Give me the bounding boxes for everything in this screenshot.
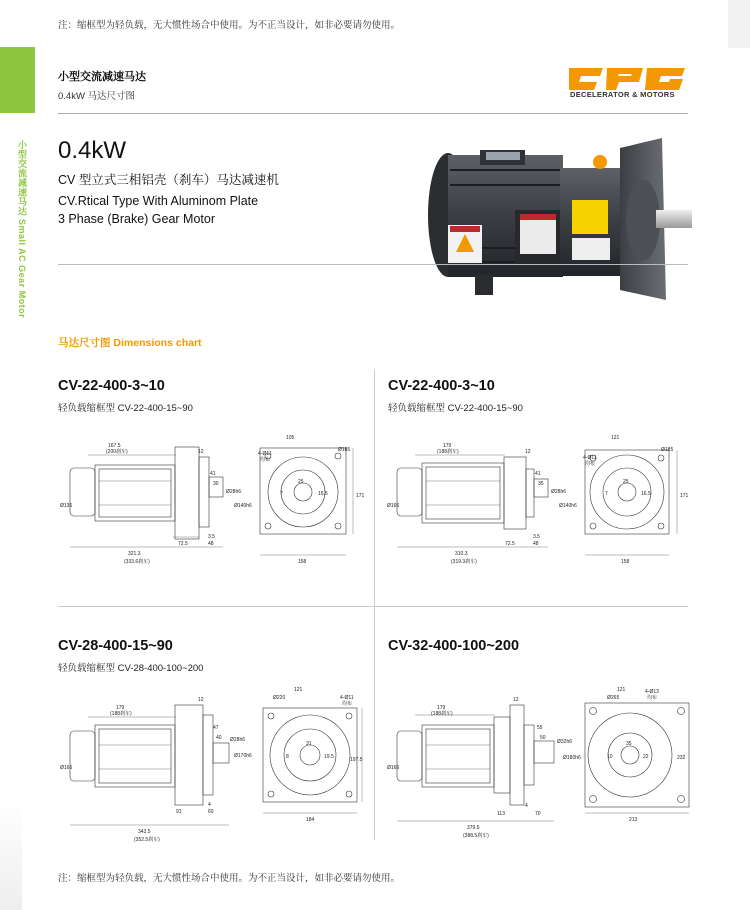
dim-height: Ø166	[60, 765, 73, 771]
dim-flange-w: 184	[306, 817, 315, 823]
dim-d3: 4	[208, 802, 211, 808]
dimension-drawing-3	[58, 685, 368, 845]
dim-d7: Ø28h6	[551, 489, 567, 495]
product-name-en-2: 3 Phase (Brake) Gear Motor	[58, 212, 216, 226]
dim-flange-h: 171	[356, 493, 365, 499]
dim-total: 343.5	[138, 829, 151, 835]
dim-shaft-d: 7	[605, 491, 608, 497]
dim-body-len-brake: (188刹车)	[431, 711, 453, 717]
dim-height: Ø166	[387, 765, 400, 771]
dim-shaft-h: 16.5	[318, 491, 328, 497]
dim-holes-note: 均布	[647, 695, 658, 701]
dim-shaft-key: 31	[306, 741, 312, 747]
dim-height: Ø136	[60, 503, 73, 509]
dim-holes: 4-Ø11	[340, 695, 354, 701]
dim-total: 310.3	[455, 551, 468, 557]
dim-d6: 30	[213, 481, 219, 487]
model-title-3: CV-28-400-15~90	[58, 638, 173, 654]
grid-divider-horizontal	[58, 606, 688, 607]
dim-d8: Ø180h6	[563, 755, 581, 761]
dim-body-len-brake: (188刹车)	[437, 449, 459, 455]
dim-holes: 4-Ø13	[645, 689, 659, 695]
model-title-1: CV-22-400-3~10	[58, 378, 165, 394]
dim-d1: 91	[176, 809, 182, 815]
dim-d6: 40	[216, 735, 222, 741]
dim-d5: 41	[210, 471, 216, 477]
model-sub-2: 轻负载缩框型 CV-22-400-15~90	[388, 403, 523, 414]
dim-flange-w: 158	[621, 559, 630, 565]
dim-pcd: Ø185	[338, 447, 351, 453]
dim-d5: 41	[535, 471, 541, 477]
dim-holes-note: 均布	[585, 461, 596, 467]
dim-holes: 4-Ø11	[258, 451, 272, 457]
dim-side-w: 121	[294, 687, 303, 693]
dim-d8: Ø140h6	[234, 503, 252, 509]
dim-shaft-d: 8	[286, 754, 289, 760]
dim-holes-note: 均布	[342, 701, 353, 707]
dim-d3: 4	[525, 803, 528, 809]
dim-side-w: 121	[617, 687, 626, 693]
dim-flange-w: 158	[298, 559, 307, 565]
dim-side-w: 121	[611, 435, 620, 441]
dim-total-brake: (388.5刹车)	[463, 833, 489, 839]
dim-d5: 47	[213, 725, 219, 731]
dimension-drawing-4	[385, 685, 690, 845]
dim-shaft-d: 7	[280, 491, 283, 497]
dim-total-brake: (333.6刹车)	[124, 559, 150, 565]
product-power: 0.4kW	[58, 137, 127, 164]
dim-d4: 12	[513, 697, 519, 703]
dim-flange-h: 171	[680, 493, 689, 499]
dim-side-w: 105	[286, 435, 295, 441]
dimension-drawing-2	[385, 425, 690, 575]
dim-flange-h: 197.5	[350, 757, 363, 763]
dim-d8: Ø140h6	[559, 503, 577, 509]
sidebar-accent-bar	[0, 47, 35, 113]
dim-pcd: Ø220	[273, 695, 286, 701]
dim-body-len: 167.5	[108, 443, 121, 449]
dimensions-title: 马达尺寸图 Dimensions chart	[58, 337, 202, 349]
dim-d7: Ø28h6	[230, 737, 246, 743]
dim-shaft-h: 22	[643, 754, 649, 760]
dim-total: 321.3	[128, 551, 141, 557]
dim-d1: 72.5	[505, 541, 515, 547]
dim-d4: 12	[198, 697, 204, 703]
dim-body-len: 179	[437, 705, 446, 711]
dim-d6: 35	[538, 481, 544, 487]
model-title-2: CV-22-400-3~10	[388, 378, 495, 394]
dim-flange-w: 213	[629, 817, 638, 823]
dim-shaft-key: 25	[623, 479, 629, 485]
dim-body-len: 179	[116, 705, 125, 711]
dim-d5: 55	[537, 725, 543, 731]
dim-d2: 48	[533, 541, 539, 547]
dim-d1: 72.5	[178, 541, 188, 547]
dim-flange-h: 232	[677, 755, 686, 761]
dim-holes-note: 均布	[260, 457, 271, 463]
dim-body-len-brake: (200刹车)	[106, 449, 128, 455]
model-sub-1: 轻负载缩框型 CV-22-400-15~90	[58, 403, 193, 414]
gear-motor-photo	[420, 130, 700, 310]
dim-d2: 48	[208, 541, 214, 547]
corner-shade	[728, 0, 750, 48]
model-sub-3: 轻负载缩框型 CV-28-400-100~200	[58, 663, 204, 674]
dim-d1: 113	[497, 811, 505, 817]
dim-d4: 12	[198, 449, 204, 455]
dim-total: 379.5	[467, 825, 480, 831]
page-title: 小型交流减速马达	[58, 71, 146, 83]
dim-shaft-key: 25	[298, 479, 304, 485]
logo-text: DECELERATOR & MOTORS	[570, 90, 675, 99]
dimension-drawing-1	[58, 425, 368, 575]
dim-d8: Ø170h6	[234, 753, 252, 759]
model-title-4: CV-32-400-100~200	[388, 638, 520, 654]
dim-shaft-d: 10	[607, 754, 613, 760]
grid-divider-vertical	[374, 370, 375, 840]
dim-total-brake: (319.3刹车)	[451, 559, 477, 565]
product-name-en-1: CV.Rtical Type With Aluminom Plate	[58, 194, 259, 208]
sidebar-vertical-title: 小型交流减速马达 Small AC Gear Motor	[17, 140, 27, 319]
dim-body-len-brake: (188刹车)	[110, 711, 132, 717]
dim-shaft-h: 19.5	[324, 754, 334, 760]
dim-pcd: Ø265	[607, 695, 620, 701]
dim-d6: 50	[540, 735, 546, 741]
header-divider	[58, 113, 688, 114]
dim-d7: Ø28h6	[226, 489, 242, 495]
dim-total-brake: (352.5刹车)	[134, 837, 160, 843]
dim-d3: 3.5	[208, 534, 215, 540]
bottom-note: 注：缩框型为轻负载，无大惯性场合中使用。为不正当设计，如非必要请勿使用。	[58, 873, 401, 884]
bottom-shade	[0, 800, 22, 910]
dim-pcd: Ø185	[661, 447, 674, 453]
page-subtitle: 0.4kW 马达尺寸图	[58, 91, 136, 102]
dim-d2: 70	[535, 811, 541, 817]
dim-body-len: 179	[443, 443, 452, 449]
top-note: 注：缩框型为轻负载，无大惯性场合中使用。为不正当设计，如非必要请勿使用。	[58, 20, 401, 31]
dim-d3: 3.5	[533, 534, 540, 540]
product-name-cn: CV 型立式三相铝壳（刹车）马达减速机	[58, 173, 279, 187]
product-divider	[58, 264, 688, 265]
dim-d2: 60	[208, 809, 214, 815]
dim-d4: 12	[525, 449, 531, 455]
dim-d7: Ø32h6	[557, 739, 573, 745]
dim-height: Ø166	[387, 503, 400, 509]
dim-shaft-key: 35	[626, 741, 632, 747]
dim-shaft-h: 16.5	[641, 491, 651, 497]
dim-holes: 4-Ø11	[583, 455, 597, 461]
